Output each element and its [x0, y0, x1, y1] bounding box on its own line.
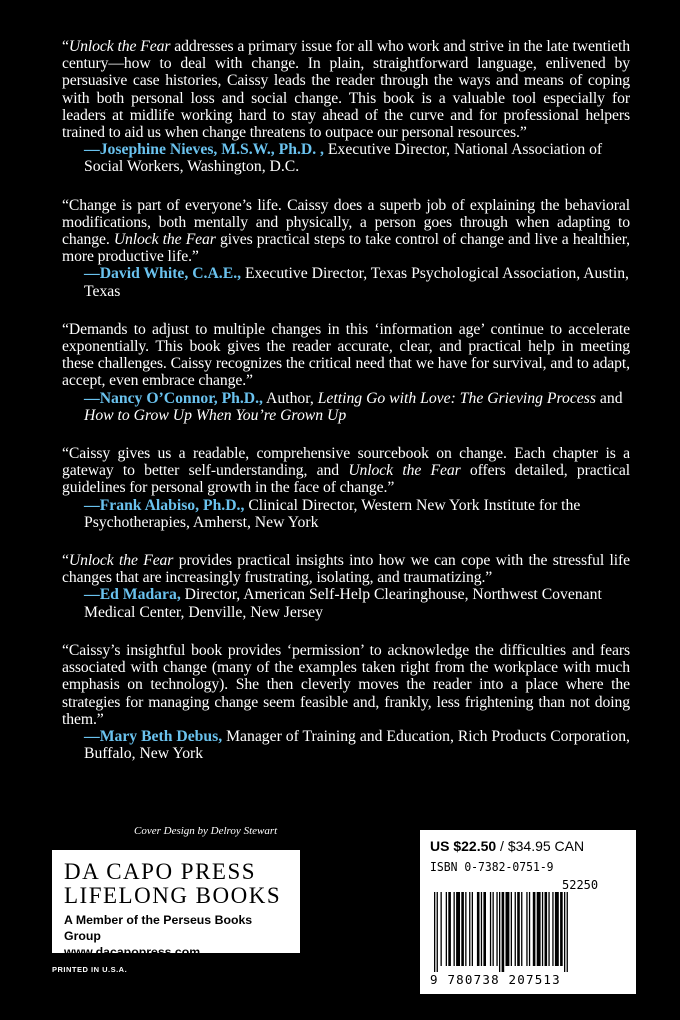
barcode-bar — [483, 892, 486, 966]
publisher-imprint: LIFELONG BOOKS — [64, 883, 282, 908]
barcode-bar — [560, 892, 563, 966]
endorsement-attribution — [62, 265, 630, 299]
quote-part: “ — [62, 552, 69, 570]
quote-part: “Caissy’s insightful book provides ‘permission’ to acknowledge the difficulties and fears associated with change (many of the examples taken right from the workplace with much emphasis on technology). She then cleverly moves the reader into a place where the strategies for managing change seem feasible and, frankly, less frightening than not doing them.” — [62, 641, 630, 728]
publisher-member-line: A Member of the Perseus Books Group — [64, 913, 253, 943]
attribution-part: Author, — [262, 389, 318, 407]
publisher-url: www.dacapopress.com — [64, 945, 201, 959]
barcode-bar — [511, 892, 512, 966]
endorsement-attribution — [62, 141, 630, 175]
endorsement — [62, 321, 630, 424]
endorsement-quote — [62, 642, 630, 728]
attribution-part: Director, American Self-Help Clearinghouse, Northwest Covenant Medical Center, Denville, New Jersey — [84, 586, 602, 621]
barcode-bar — [526, 892, 527, 966]
quote-part: “Demands to adjust to multiple changes in this ‘information age’ continue to accelerate exponentially. This book gives the reader accurate, clear, and practical help in meeting these challenges. Caissy recognizes the critical need that we have for survival, and to adapt, accept, even embrace change.” — [62, 320, 630, 390]
barcode-bar — [521, 892, 522, 966]
barcode-bar — [502, 892, 505, 972]
barcode-bar — [454, 892, 455, 966]
barcode-bar — [542, 892, 543, 966]
can-price: / $34.95 CAN — [496, 838, 585, 854]
endorsement-attribution — [62, 390, 630, 424]
printed-in-label: PRINTED IN U.S.A. — [52, 965, 128, 974]
quote-part: gives practical steps to take control of change and live a healthier, more productive life.” — [62, 231, 631, 266]
endorsement — [62, 552, 630, 621]
endorsement-quote — [62, 38, 630, 141]
endorsement — [62, 197, 630, 300]
barcode-bar — [469, 892, 470, 966]
publisher-logo-box — [52, 850, 300, 959]
endorsement — [62, 445, 630, 531]
attribution-part: Executive Director, Texas Psychological Association, Austin, Texas — [84, 265, 629, 300]
barcode-bar — [456, 892, 460, 966]
barcode-bar — [493, 892, 494, 966]
endorsement-quote — [62, 445, 630, 497]
quote-part: Unlock the Fear — [113, 231, 216, 249]
barcode-bar — [446, 892, 447, 966]
price-code: 52250 — [562, 878, 599, 892]
attribution-part: Executive Director, National Association of Social Workers, Washington, D.C. — [84, 141, 603, 176]
barcode-bar — [496, 892, 497, 966]
barcode-bar — [472, 892, 473, 966]
endorsement-quote — [62, 197, 630, 266]
attribution-part: and — [595, 389, 623, 407]
barcode-bar — [545, 892, 548, 966]
isbn-number: ISBN 0-7382-0751-9 — [430, 860, 554, 874]
barcode-bar — [567, 892, 568, 972]
barcode-bar — [490, 892, 491, 966]
barcode-bar — [437, 892, 438, 972]
attribution-part: Letting Go with Love: The Grieving Process — [317, 389, 596, 407]
quote-part: offers detailed, practical guidelines for personal growth in the face of change.” — [62, 462, 630, 497]
quote-part: provides practical insights into how we can cope with the stressful life changes that are increasingly frustrating, isolating, and traumatizing.” — [62, 552, 630, 587]
endorser-name: —David White, C.A.E., — [84, 265, 242, 283]
endorsement-quote — [62, 321, 630, 390]
endorsement-quote — [62, 552, 630, 586]
barcode-bar — [548, 892, 549, 966]
barcode-bar — [506, 892, 510, 966]
barcode-bar — [477, 892, 480, 966]
barcode-bar — [552, 892, 553, 966]
barcode-bar — [529, 892, 530, 966]
cover-design-credit: Cover Design by Delroy Stewart — [134, 825, 278, 837]
quote-part: “Caissy gives us a readable, comprehensive sourcebook on change. Each chapter is a gateway to better self-understanding, and — [62, 445, 630, 480]
barcode-bar — [441, 892, 442, 966]
barcode-bar — [517, 892, 520, 966]
barcode-bar — [448, 892, 451, 966]
price-line — [430, 838, 584, 854]
endorsements — [62, 38, 630, 762]
quote-part: “Change is part of everyone’s life. Caissy does a superb job of explaining the behavioral modifications, both mentally and physically, a person goes through when adapting to change. — [62, 196, 630, 249]
barcode-bar — [537, 892, 541, 966]
barcode-bar — [533, 892, 536, 966]
endorser-name: —Josephine Nieves, M.S.W., Ph.D. , — [84, 141, 324, 159]
quote-part: “ — [62, 38, 69, 55]
ean-number: 9 780738 207513 — [430, 972, 561, 987]
quote-part: Unlock the Fear — [348, 462, 461, 480]
endorser-name: —Ed Madara, — [84, 586, 181, 604]
barcode-bar — [465, 892, 466, 966]
endorsement-attribution — [62, 497, 630, 531]
attribution-part: Clinical Director, Western New York Institute for the Psychotherapies, Amherst, New York — [84, 496, 581, 531]
attribution-part: Manager of Training and Education, Rich Products Corporation, Buffalo, New York — [84, 727, 630, 763]
barcode-bar — [564, 892, 565, 972]
quote-part: Unlock the Fear — [68, 552, 174, 570]
endorsement — [62, 642, 630, 762]
endorsement-attribution — [62, 586, 630, 620]
barcode-box — [420, 830, 636, 994]
publisher-name: DA CAPO PRESS — [64, 859, 257, 884]
barcode-bar — [461, 892, 464, 966]
quote-part: addresses a primary issue for all who work and strive in the late twentieth century—how to deal with change. In plain, straightforward language, enlivened by persuasive case histories, Caissy leads the reader through the ways and means of coping with both personal loss and social change. This book is a valuable tool especially for leaders at midlife working hard to stay ahead of the curve and for professional helpers trained to aid us when change threatens to outpace our personal resources.” — [62, 38, 630, 142]
us-price: US $22.50 — [430, 838, 497, 854]
endorsement-attribution — [62, 728, 630, 762]
endorser-name: —Frank Alabiso, Ph.D., — [84, 496, 245, 514]
barcode-bars — [430, 892, 626, 972]
endorser-name: —Mary Beth Debus, — [84, 727, 223, 745]
attribution-part: How to Grow Up When You’re Grown Up — [84, 406, 347, 424]
endorsement — [62, 38, 630, 176]
endorser-name: —Nancy O’Connor, Ph.D., — [84, 389, 263, 407]
quote-part: Unlock the Fear — [68, 38, 171, 55]
barcode-bar — [481, 892, 482, 966]
barcode-bar — [515, 892, 516, 966]
barcode-bar — [499, 892, 500, 972]
barcode-bar — [555, 892, 559, 966]
barcode-bar — [434, 892, 435, 972]
